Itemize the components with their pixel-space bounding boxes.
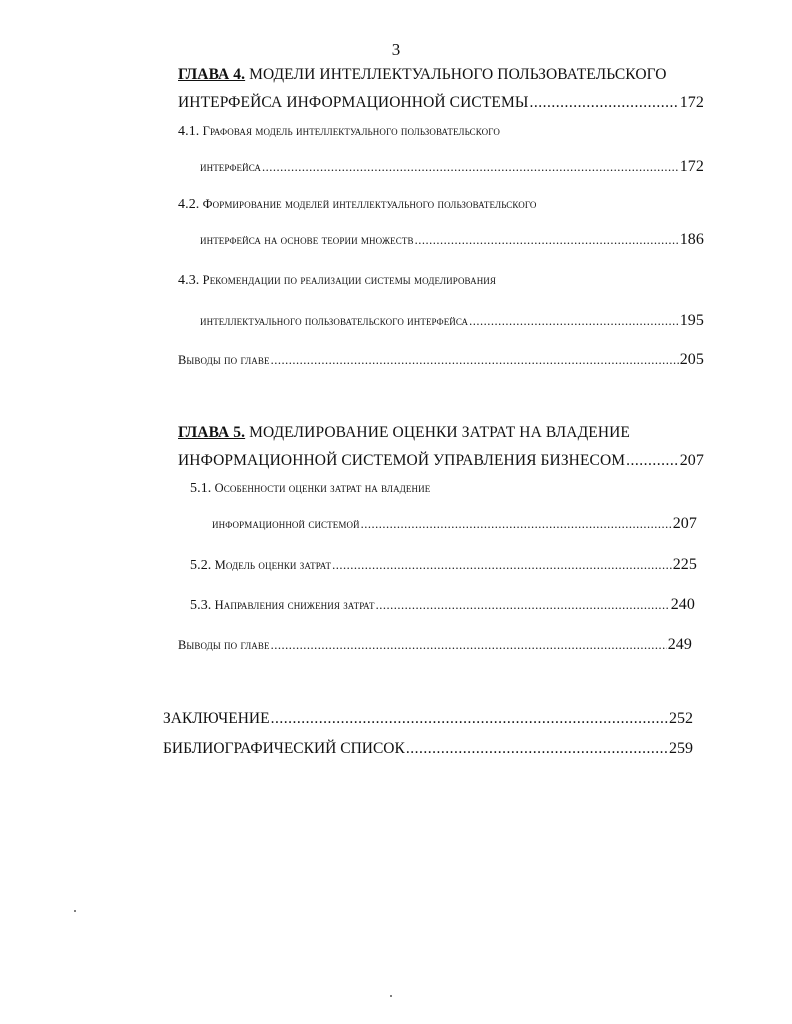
section-title: Формирование моделей интеллектуального пользовательского: [202, 197, 537, 211]
leader-dots: [262, 160, 679, 175]
section-number: 5.1.: [190, 481, 212, 496]
section-5-1-line2[interactable]: [212, 515, 697, 533]
conclusions-label: Выводы по главе: [178, 353, 270, 367]
section-4-2-page: 186: [679, 231, 704, 248]
bibliography-entry[interactable]: [163, 740, 693, 758]
leader-dots: [529, 94, 678, 112]
chapter4-page: 172: [679, 94, 704, 111]
chapter4-title-line2: ИНТЕРФЕЙСА ИНФОРМАЦИОННОЙ СИСТЕМЫ: [178, 94, 529, 111]
section-5-3-page: 240: [670, 596, 695, 613]
section-5-3-label: [190, 598, 375, 614]
section-title: Модель оценки затрат: [214, 558, 332, 572]
section-title-cont: интерфейса: [200, 160, 262, 174]
section-title-cont: интеллектуального пользовательского интерфейса: [200, 314, 469, 328]
chapter4-conclusions-page: 205: [679, 351, 704, 368]
bibliography-label: БИБЛИОГРАФИЧЕСКИЙ СПИСОК: [163, 740, 405, 757]
chapter5-conclusions-page: 249: [667, 636, 692, 653]
section-title: Особенности оценки затрат на владение: [214, 481, 431, 495]
chapter4-heading-line2[interactable]: [178, 94, 704, 112]
section-title: Направления снижения затрат: [214, 598, 375, 612]
section-5-1-page: 207: [672, 515, 697, 532]
chapter5-conclusions[interactable]: [178, 636, 692, 654]
conclusion-entry[interactable]: [163, 710, 693, 728]
chapter4-heading-line1: [178, 66, 667, 84]
chapter5-title-line1: МОДЕЛИРОВАНИЕ ОЦЕНКИ ЗАТРАТ НА ВЛАДЕНИЕ: [249, 424, 630, 441]
bibliography-page: 259: [669, 740, 693, 757]
section-number: 4.2.: [178, 197, 200, 212]
section-5-3[interactable]: [190, 596, 695, 614]
section-5-2-label: [190, 558, 331, 574]
chapter4-label: ГЛАВА 4.: [178, 66, 246, 83]
section-number: 5.3.: [190, 598, 212, 613]
leader-dots: [376, 598, 670, 613]
section-4-3-line1[interactable]: [178, 273, 496, 289]
leader-dots: [271, 638, 667, 653]
section-title-cont: информационной системой: [212, 517, 360, 531]
section-number: 4.1.: [178, 124, 200, 139]
leader-dots: [626, 452, 679, 470]
leader-dots: [361, 517, 672, 532]
section-4-3-page: 195: [679, 312, 704, 329]
chapter5-heading-line2[interactable]: [178, 452, 704, 470]
section-4-1-page: 172: [679, 158, 704, 175]
chapter5-title-line2: ИНФОРМАЦИОННОЙ СИСТЕМОЙ УПРАВЛЕНИЯ БИЗНЕСОМ: [178, 452, 626, 469]
chapter5-heading-line1: [178, 424, 630, 442]
section-title: Графовая модель интеллектуального пользовательского: [202, 124, 500, 138]
page-number: 3: [391, 40, 401, 59]
section-title: Рекомендации по реализации системы моделирования: [202, 273, 496, 287]
section-title-cont: интерфейса на основе теории множеств: [200, 233, 414, 247]
section-number: 5.2.: [190, 558, 212, 573]
leader-dots: [469, 314, 679, 329]
section-4-1-line1[interactable]: [178, 124, 500, 140]
scan-speck: [74, 910, 76, 912]
scan-speck: [390, 995, 392, 997]
chapter4-title-line1: МОДЕЛИ ИНТЕЛЛЕКТУАЛЬНОГО ПОЛЬЗОВАТЕЛЬСКОГО: [249, 66, 667, 83]
leader-dots: [271, 710, 668, 728]
leader-dots: [406, 740, 668, 758]
section-5-2[interactable]: [190, 556, 697, 574]
leader-dots: [332, 558, 672, 573]
chapter4-conclusions[interactable]: [178, 351, 704, 369]
section-number: 4.3.: [178, 273, 200, 288]
section-4-2-line2[interactable]: [200, 231, 704, 249]
section-4-1-line2[interactable]: [200, 158, 704, 176]
conclusion-label: ЗАКЛЮЧЕНИЕ: [163, 710, 270, 727]
section-5-2-page: 225: [672, 556, 697, 573]
section-4-3-line2[interactable]: [200, 312, 704, 330]
conclusions-label: Выводы по главе: [178, 638, 270, 652]
section-4-2-line1[interactable]: [178, 197, 537, 213]
chapter5-label: ГЛАВА 5.: [178, 424, 246, 441]
chapter5-page: 207: [679, 452, 704, 469]
section-5-1-line1[interactable]: [190, 481, 430, 497]
conclusion-page: 252: [669, 710, 693, 727]
leader-dots: [415, 233, 679, 248]
leader-dots: [271, 353, 679, 368]
